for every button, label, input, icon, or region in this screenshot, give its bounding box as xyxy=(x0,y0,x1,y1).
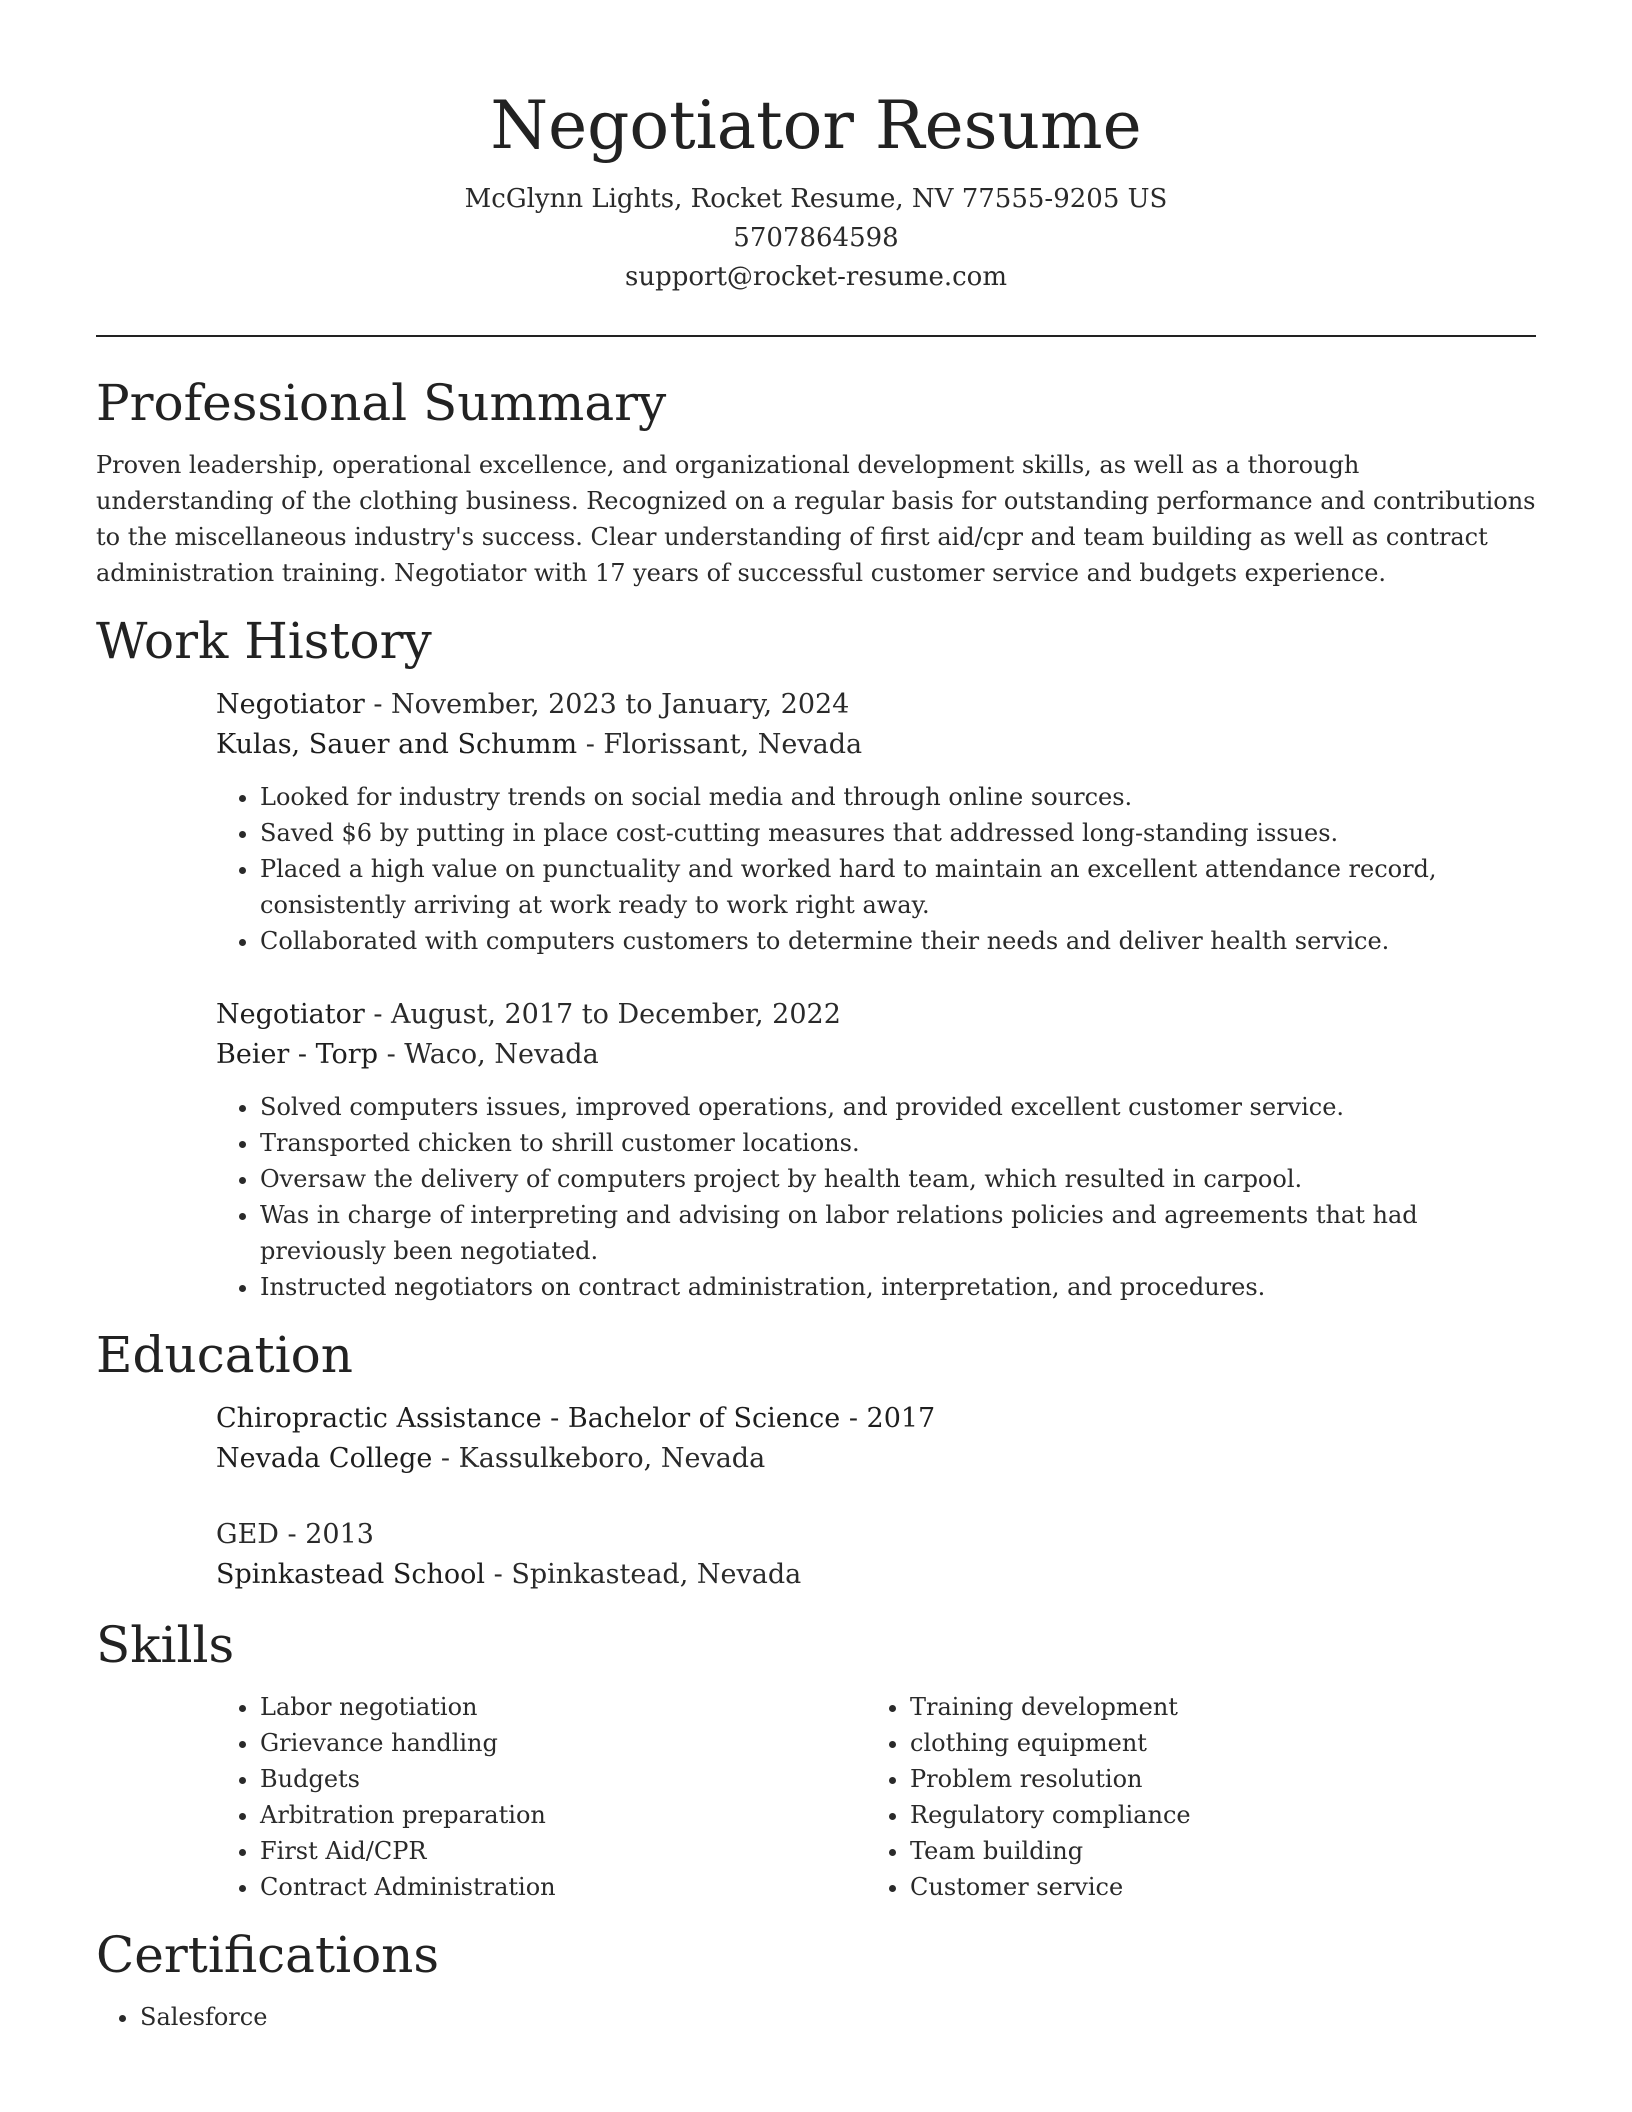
skill-item: • Training development xyxy=(910,1689,1536,1725)
separator: - xyxy=(378,1039,405,1070)
job-location: Waco, Nevada xyxy=(404,1039,599,1070)
job-company: Kulas, Sauer and Schumm xyxy=(216,729,578,760)
skills-list-right xyxy=(866,1689,1536,1905)
job-bullet: • Looked for industry trends on social media and through online sources. xyxy=(260,779,1536,815)
summary-text: Proven leadership, operational excellence, and organizational development skills, as well as a thorough understanding of the clothing business. Recognized on a regular basis for outstanding performance and contributions to the miscellaneous industry's success. Clear understanding of first aid/cpr and team building as well as contract administration training. Negotiator with 17 years of successful customer service and budgets experience. xyxy=(96,451,1536,587)
job-bullet: • Was in charge of interpreting and advising on labor relations policies and agreements that had previously been negotiated. xyxy=(260,1197,1536,1269)
job-title: Negotiator xyxy=(216,999,365,1030)
skills-list-left xyxy=(216,1689,866,1905)
education-school-line xyxy=(216,1555,1536,1595)
job-title-line xyxy=(216,995,1536,1035)
resume-header xyxy=(96,0,1536,297)
job-company: Beier - Torp xyxy=(216,1039,378,1070)
job-entry xyxy=(216,995,1536,1305)
separator: - xyxy=(432,1443,459,1474)
education-school: Spinkastead School xyxy=(216,1559,486,1590)
skill-item: • Labor negotiation xyxy=(260,1689,866,1725)
job-entry xyxy=(216,685,1536,959)
skills-section xyxy=(96,1615,1536,1905)
education-heading: Education xyxy=(96,1326,353,1384)
education-section xyxy=(96,1325,1536,1595)
job-bullets xyxy=(216,1089,1536,1305)
separator: - xyxy=(485,1559,512,1590)
job-title-line xyxy=(216,685,1536,725)
job-bullet: • Instructed negotiators on contract administration, interpretation, and procedures. xyxy=(260,1269,1536,1305)
contact-email: support@rocket-resume.com xyxy=(624,262,1007,292)
education-school-line xyxy=(216,1439,1536,1479)
education-location: Kassulkeboro, Nevada xyxy=(458,1443,766,1474)
job-dates: August, 2017 to December, 2022 xyxy=(391,999,841,1030)
education-entry xyxy=(216,1515,1536,1595)
education-school: Nevada College xyxy=(216,1443,433,1474)
skill-item: • Budgets xyxy=(260,1761,866,1797)
skill-item: • Customer service xyxy=(910,1869,1536,1905)
job-bullet: • Placed a high value on punctuality and worked hard to maintain an excellent attendance record, consistently arriving at work ready to work right away. xyxy=(260,851,1536,923)
skills-grid xyxy=(216,1689,1536,1905)
job-dates: November, 2023 to January, 2024 xyxy=(391,689,850,720)
contact-address: McGlynn Lights, Rocket Resume, NV 77555-9205 US xyxy=(464,184,1168,214)
job-location: Florissant, Nevada xyxy=(603,729,863,760)
job-bullet: • Transported chicken to shrill customer locations. xyxy=(260,1125,1536,1161)
skill-item: • Contract Administration xyxy=(260,1869,866,1905)
job-bullets xyxy=(216,779,1536,959)
job-title: Negotiator xyxy=(216,689,365,720)
skill-item: • clothing equipment xyxy=(910,1725,1536,1761)
separator: - xyxy=(577,729,604,760)
resume-title: Negotiator Resume xyxy=(490,87,1142,164)
job-company-line xyxy=(216,725,1536,765)
job-bullet: • Solved computers issues, improved operations, and provided excellent customer service. xyxy=(260,1089,1536,1125)
certification-item: • Salesforce xyxy=(140,1999,1536,2035)
skill-item: • Regulatory compliance xyxy=(910,1797,1536,1833)
skills-heading: Skills xyxy=(96,1616,235,1674)
certifications-list xyxy=(96,1999,1536,2035)
education-entry xyxy=(216,1399,1536,1479)
skill-item: • Team building xyxy=(910,1833,1536,1869)
job-bullet: • Collaborated with computers customers to determine their needs and deliver health service. xyxy=(260,923,1536,959)
separator: - xyxy=(364,689,392,720)
skill-item: • Problem resolution xyxy=(910,1761,1536,1797)
header-divider xyxy=(96,335,1536,337)
education-location: Spinkastead, Nevada xyxy=(511,1559,802,1590)
work-history-section xyxy=(96,611,1536,1305)
contact-phone: 5707864598 xyxy=(733,223,899,253)
certifications-heading: Certifications xyxy=(96,1926,440,1984)
separator: - xyxy=(364,999,392,1030)
summary-section xyxy=(96,373,1536,591)
education-degree: Chiropractic Assistance - Bachelor of Science - 2017 xyxy=(216,1403,936,1434)
job-company-line xyxy=(216,1035,1536,1075)
summary-heading: Professional Summary xyxy=(96,374,667,432)
job-bullet: • Saved $6 by putting in place cost-cutting measures that addressed long-standing issues. xyxy=(260,815,1536,851)
skill-item: • Arbitration preparation xyxy=(260,1797,866,1833)
job-bullet: • Oversaw the delivery of computers project by health team, which resulted in carpool. xyxy=(260,1161,1536,1197)
work-history-heading: Work History xyxy=(96,612,432,670)
skill-item: • First Aid/CPR xyxy=(260,1833,866,1869)
certifications-section xyxy=(96,1925,1536,2035)
contact-block xyxy=(96,180,1536,297)
skill-item: • Grievance handling xyxy=(260,1725,866,1761)
education-degree: GED - 2013 xyxy=(216,1519,374,1550)
